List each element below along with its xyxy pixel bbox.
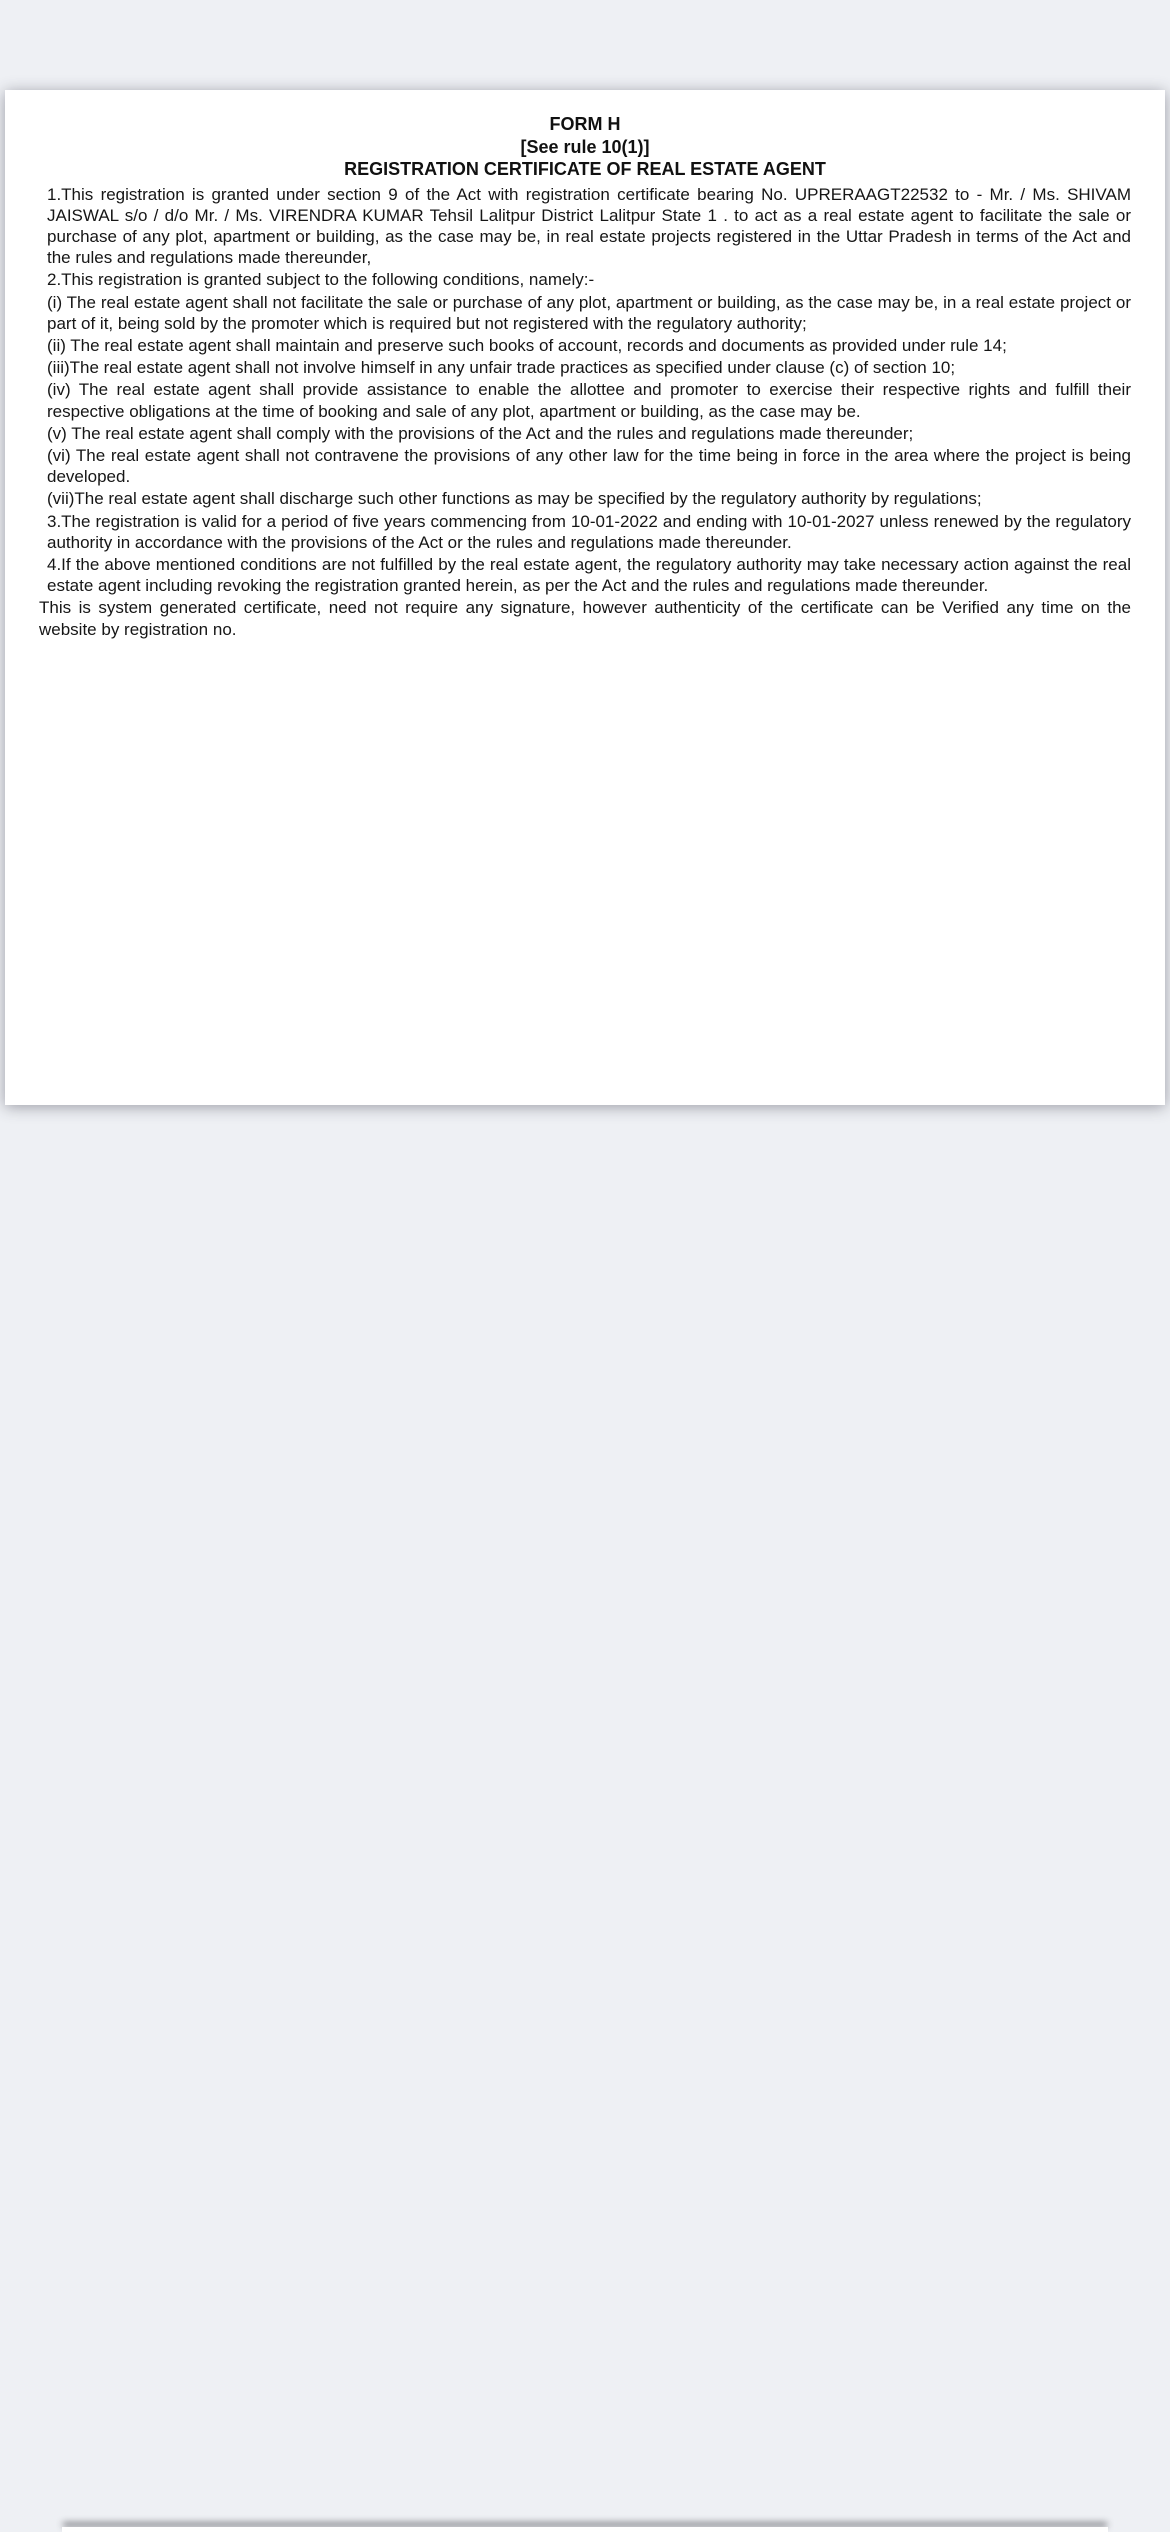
certificate-paragraph: 3.The registration is valid for a period of five years commencing from 10-01-2022 and ending with 10-01-2027 unless renewed by the regulatory authority in accordance with the provisions of the Act or the rules and regulations made thereunder. [47,511,1131,552]
certificate-body [39,184,1131,597]
next-page-top-edge [62,2527,1108,2532]
certificate-paragraph: (vii)The real estate agent shall discharge such other functions as may be specified by the regulatory authority by regulations; [47,489,982,509]
certificate-header [39,114,1131,181]
certificate-paragraph: (i) The real estate agent shall not facilitate the sale or purchase of any plot, apartment or building, as the case may be, in a real estate project or part of it, being sold by the promoter which is required but not registered with the regulatory authority; [47,292,1131,333]
certificate-page [5,90,1165,1105]
certificate-paragraph: (vi) The real estate agent shall not contravene the provisions of any other law for the time being in force in the area where the project is being developed. [47,445,1131,487]
certificate-paragraph: (ii) The real estate agent shall maintain and preserve such books of account, records and documents as provided under rule 14; [47,335,1007,355]
certificate-paragraph: (iii)The real estate agent shall not involve himself in any unfair trade practices as specified under clause (c) of section 10; [47,358,956,378]
certificate-paragraph: (v) The real estate agent shall comply with the provisions of the Act and the rules and regulations made thereunder; [47,423,914,443]
rule-reference: [See rule 10(1)] [520,136,650,157]
certificate-paragraph: 1.This registration is granted under section 9 of the Act with registration certificate bearing No. UPRERAAGT22532 to - Mr. / Ms. SHIVAM JAISWAL s/o / d/o Mr. / Ms. VIRENDRA KUMAR Tehsil Lalitpur District Lalitpur State 1 . to act as a real estate agent to facilitate the sale or purchase of any plot, apartment or building, as the case may be, in real estate projects registered in the Uttar Pradesh in terms of the Act and the rules and regulations made thereunder, [47,184,1131,268]
certificate-heading: REGISTRATION CERTIFICATE OF REAL ESTATE AGENT [344,159,826,179]
certificate-paragraph: 4.If the above mentioned conditions are not fulfilled by the real estate agent, the regulatory authority may take necessary action against the real estate agent including revoking the registration granted herein, as per the Act and the rules and regulations made thereunder. [47,554,1131,596]
form-title: FORM H [549,114,621,134]
certificate-paragraph: 2.This registration is granted subject to the following conditions, namely:- [47,270,595,290]
certificate-paragraph: (iv) The real estate agent shall provide assistance to enable the allottee and promoter to exercise their respective rights and fulfill their respective obligations at the time of booking and sale of any plot, apartment or building, as the case may be. [47,380,1131,421]
system-generated-note: This is system generated certificate, need not require any signature, however authenticity of the certificate can be Verified any time on the website by registration no. [39,598,1131,639]
